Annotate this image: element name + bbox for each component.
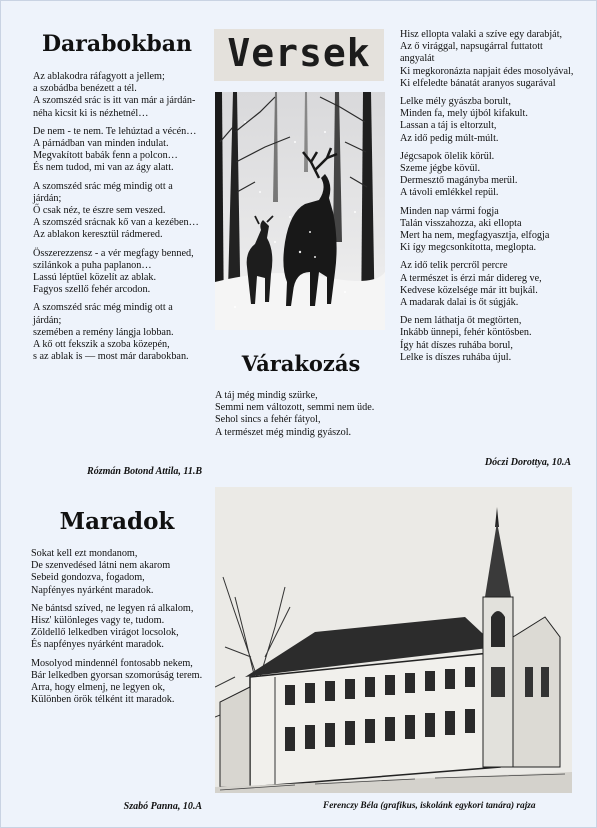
winter-deer-icon [215, 92, 385, 330]
poem-line: A szomszéd srác még mindig ott a járdán; [33, 180, 173, 204]
poem-body-maradok [31, 548, 203, 712]
poem-line: A madarak dalai is őt súgják. [400, 297, 519, 309]
poem-line: Zöldellő lelkedben virágot locsolok, [31, 627, 179, 639]
author-maradok: Szabó Panna, 10.A [123, 801, 202, 812]
stanza [215, 390, 387, 439]
poem-body-right-column [400, 29, 576, 370]
poem-body-darabokban [33, 71, 203, 369]
poem-line: Bár lelkedben gyorsan szomorúság terem. [31, 669, 203, 681]
poem-line: s az ablak is — most már darabokban. [33, 351, 189, 363]
poem-line: Fagyos szellő fehér arcodon. [33, 284, 151, 296]
stanza [400, 206, 576, 255]
stanza [31, 658, 203, 707]
stanza [33, 126, 203, 175]
poem-line: A párnádban van minden indulat. [33, 138, 169, 150]
stanza [33, 248, 203, 297]
poem-line: Megvakított babák fenn a polcon… [33, 150, 178, 162]
poem-line: És nem tudod, mi van az ágy alatt. [33, 162, 174, 174]
winter-deer-image [215, 92, 385, 330]
poem-line: És napfényes nyárként maradok. [31, 639, 164, 651]
poem-line: De szenvedésed látni nem akarom [31, 560, 171, 572]
poem-line: Szeme jégbe kövül. [400, 163, 481, 175]
stanza [400, 96, 576, 145]
poem-line: A szomszéd srác még mindig ott a járdán; [33, 302, 173, 326]
school-building-icon [215, 487, 572, 793]
poem-line: Összerezzensz - a vér megfagy benned, [33, 247, 194, 259]
stanza [33, 71, 203, 120]
poem-line: De nem láthatja őt megtörten, [400, 315, 522, 327]
poem-line: Mert ha nem, megfagyasztja, elfogja [400, 230, 550, 242]
poem-line: A táj még mindig szürke, [215, 390, 318, 401]
poem-line: Sebeid gondozva, fogadom, [31, 572, 145, 584]
poem-line: Semmi nem változott, semmi nem üde. [215, 402, 375, 414]
poem-line: Jégcsapok ölelik körül. [400, 150, 495, 162]
stanza [400, 260, 576, 309]
poem-line: De nem - te nem. Te lehúztad a vécén… [33, 125, 197, 137]
banner-title: Versek [227, 31, 371, 75]
poem-line: Minden nap vármi fogja [400, 205, 499, 217]
poem-body-varakozas [215, 390, 387, 445]
poem-line: Az idő telik percről percre [400, 260, 508, 272]
poem-line: Sokat kell ezt mondanom, [31, 548, 138, 559]
poem-line: Arra, hogy elmenj, ne legyen ok, [31, 682, 166, 694]
image-caption: Ferenczy Béla (grafikus, iskolánk egykori tanára) rajza [323, 801, 536, 811]
poem-line: Hisz' különleges vagy te, tudom. [31, 615, 165, 627]
poem-line: szemében a remény lángja lobban. [33, 326, 174, 338]
poem-line: Inkább ünnepi, fehér köntösben. [400, 327, 532, 339]
poem-line: Ő csak néz, te észre sem veszed. [33, 205, 166, 217]
stanza [33, 181, 203, 242]
poem-line: Talán visszahozza, aki ellopta [400, 217, 522, 229]
poem-line: A szomszéd srác is itt van már a járdán- [33, 95, 196, 107]
poem-line: Ki így megcsonkította, meglopta. [400, 242, 537, 254]
poem-line: Ki elfeledte bánatát aranyos sugarával [400, 77, 556, 89]
poem-title-varakozas: Várakozás [241, 351, 361, 376]
poem-line: Lelke mély gyászba borult, [400, 96, 511, 108]
poem-line: A kő ott fekszik a szoba közepén, [33, 339, 170, 351]
poem-line: Így hát díszes ruhába borul, [400, 339, 513, 351]
poem-line: néha kicsit ki is nézhetnél… [33, 107, 149, 119]
poem-line: Az ő virággal, napsugárral futtatott angyalát [400, 41, 543, 65]
poem-line: Mosolyod mindennél fontosabb nekem, [31, 657, 193, 669]
poem-line: Az ablakodra ráfagyott a jellem; [33, 71, 165, 82]
poem-line: A természet még mindig gyászol. [215, 426, 352, 438]
poem-line: Dermesztő magányba merül. [400, 175, 518, 187]
poem-line: A távoli emlékkel repül. [400, 187, 499, 199]
poem-title-maradok: Maradok [59, 508, 175, 535]
poem-line: Különben örök télként itt maradok. [31, 694, 175, 706]
poem-line: Minden fa, mely újból kifakult. [400, 108, 528, 120]
poem-line: Hisz ellopta valaki a szíve egy darabját, [400, 29, 563, 40]
author-darabokban: Rózmán Botond Attila, 11.B [87, 466, 202, 477]
author-right-column: Dóczi Dorottya, 10.A [484, 457, 571, 468]
poem-line: Sehol sincs a fehér fátyol, [215, 414, 321, 426]
poem-line: A szomszéd srácnak kő van a kezében… [33, 217, 199, 229]
stanza [400, 29, 576, 90]
school-building-image [215, 487, 572, 793]
poem-line: Napfényes nyárként maradok. [31, 584, 154, 596]
stanza [31, 603, 203, 652]
poem-line: Kedvese közelsége már itt bujkál. [400, 284, 538, 296]
poem-line: Az idő pedig múlt-múlt. [400, 132, 499, 144]
poem-line: A természet is érzi már didereg ve, [400, 272, 542, 284]
stanza [400, 151, 576, 200]
poem-line: Lelke is díszes ruhába újul. [400, 351, 512, 363]
section-banner [214, 29, 384, 81]
poem-line: szilánkok a puha paplanon… [33, 259, 152, 271]
poem-line: Lassú léptűel közelít az ablak. [33, 272, 157, 284]
poem-line: Ne bántsd szíved, ne legyen rá alkalom, [31, 602, 194, 614]
poem-title-darabokban: Darabokban [41, 31, 193, 57]
stanza [400, 315, 576, 364]
poem-line: a szobádba benézett a tél. [33, 83, 137, 95]
stanza [31, 548, 203, 597]
poem-line: Lassan a táj is eltorzult, [400, 120, 497, 132]
poem-line: Az ablakon keresztül rádmered. [33, 229, 163, 241]
poem-line: Ki megkoronázta napjait édes mosolyával, [400, 65, 574, 77]
stanza [33, 302, 203, 363]
